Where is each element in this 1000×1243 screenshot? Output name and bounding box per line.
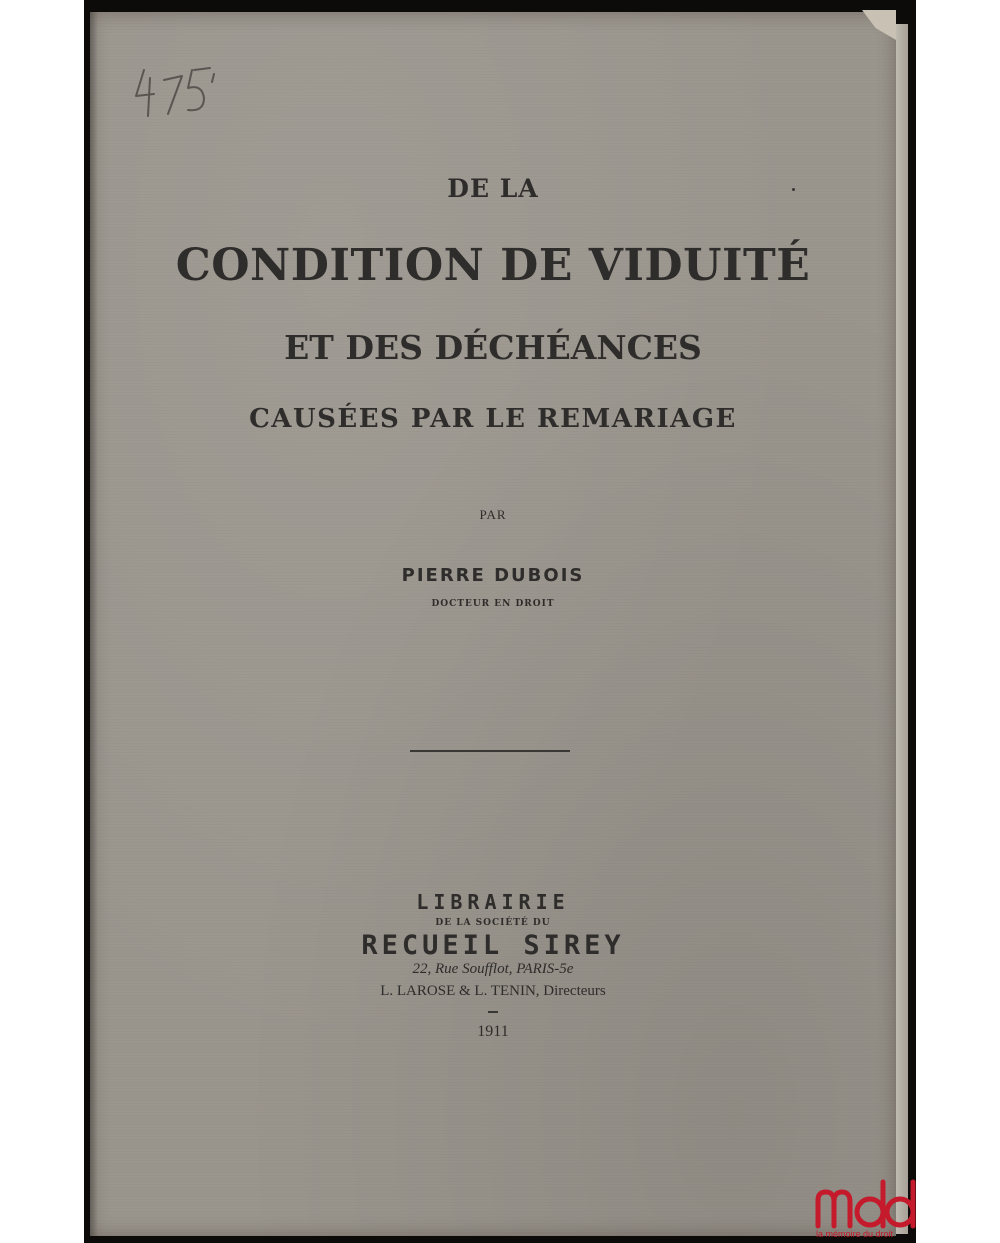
author-name: PIERRE DUBOIS <box>401 565 585 586</box>
author-degree: DOCTEUR EN DROIT <box>431 599 555 609</box>
publisher-librairie: LIBRAIRIE <box>416 890 570 914</box>
divider-rule <box>410 750 570 752</box>
title-main: CONDITION DE VIDUITÉ <box>175 240 811 291</box>
watermark-tagline: la mémoire du droit <box>816 1229 894 1239</box>
by-label: PAR <box>479 507 507 522</box>
title-subtitle-2: CAUSÉES PAR LE REMARIAGE <box>249 404 737 434</box>
book-cover <box>90 12 896 1236</box>
publisher-name: RECUEIL SIREY <box>361 930 625 961</box>
publisher-directors: L. LAROSE & L. TENIN, Directeurs <box>380 983 606 999</box>
title-subtitle-1: ET DES DÉCHÉANCES <box>284 328 702 367</box>
year-separator <box>488 1011 498 1013</box>
title-prefix: DE LA <box>447 174 539 203</box>
handwritten-note <box>130 56 220 122</box>
publication-year: 1911 <box>477 1023 509 1040</box>
publisher-address: 22, Rue Soufflot, PARIS-5e <box>412 961 574 977</box>
publisher-societe: DE LA SOCIÉTÉ DU <box>435 918 551 928</box>
